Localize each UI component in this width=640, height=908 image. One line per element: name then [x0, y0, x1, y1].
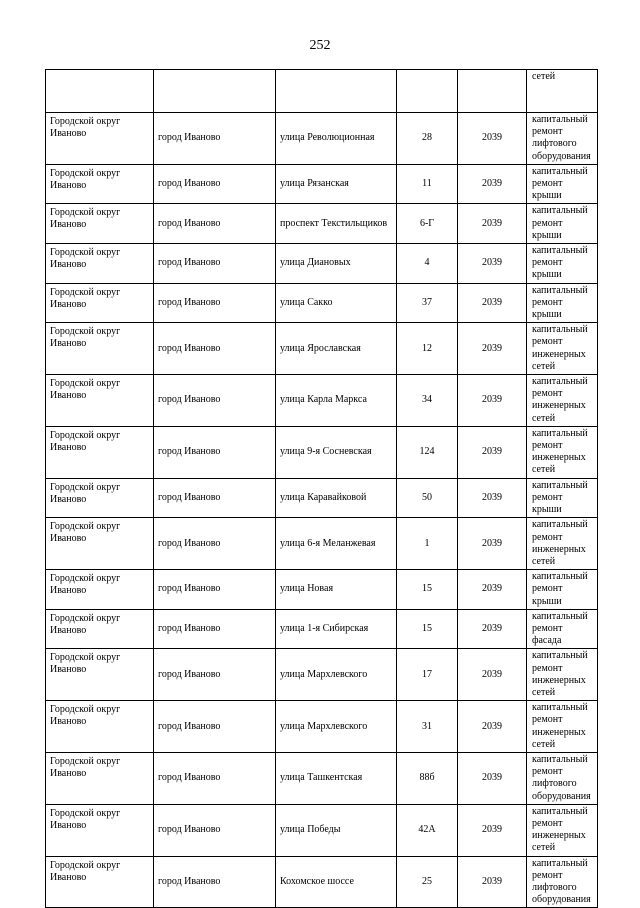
- table-row: [46, 323, 598, 375]
- cell-city: город Иваново: [154, 283, 276, 323]
- cell-work-type: капитальный ремонт инженерных сетей: [527, 649, 598, 701]
- cell-district: Городской округ Иваново: [46, 244, 154, 284]
- cell-work-type: капитальный ремонт инженерных сетей: [527, 518, 598, 570]
- cell-work-type: капитальный ремонт лифтового оборудования: [527, 856, 598, 908]
- table-row-continued: [46, 70, 598, 113]
- cell-year: 2039: [458, 283, 527, 323]
- cell-district: Городской округ Иваново: [46, 478, 154, 518]
- cell-street: улица Карла Маркса: [276, 375, 397, 427]
- cell-city: город Иваново: [154, 609, 276, 649]
- cell-house: 6-Г: [397, 204, 458, 244]
- cell-work-type: капитальный ремонт инженерных сетей: [527, 426, 598, 478]
- cell-district: Городской округ Иваново: [46, 323, 154, 375]
- cell-city: [154, 70, 276, 113]
- cell-year: 2039: [458, 375, 527, 427]
- cell-street: улица 1-я Сибирская: [276, 609, 397, 649]
- cell-house: 17: [397, 649, 458, 701]
- cell-district: Городской округ Иваново: [46, 426, 154, 478]
- cell-street: улица Ярославская: [276, 323, 397, 375]
- cell-year: 2039: [458, 426, 527, 478]
- cell-house: 34: [397, 375, 458, 427]
- cell-year: [458, 70, 527, 113]
- cell-city: город Иваново: [154, 164, 276, 204]
- cell-city: город Иваново: [154, 752, 276, 804]
- cell-district: Городской округ Иваново: [46, 701, 154, 753]
- cell-year: 2039: [458, 570, 527, 610]
- table-row: [46, 804, 598, 856]
- cell-street: улица Диановых: [276, 244, 397, 284]
- cell-year: 2039: [458, 518, 527, 570]
- table-row: [46, 204, 598, 244]
- cell-street: проспект Текстильщиков: [276, 204, 397, 244]
- cell-city: город Иваново: [154, 518, 276, 570]
- cell-year: 2039: [458, 609, 527, 649]
- cell-city: город Иваново: [154, 113, 276, 165]
- cell-work-type: капитальный ремонт инженерных сетей: [527, 323, 598, 375]
- cell-street: улица Мархлевского: [276, 701, 397, 753]
- cell-work-type: капитальный ремонт лифтового оборудования: [527, 752, 598, 804]
- cell-city: город Иваново: [154, 649, 276, 701]
- cell-house: 4: [397, 244, 458, 284]
- cell-district: Городской округ Иваново: [46, 649, 154, 701]
- cell-year: 2039: [458, 204, 527, 244]
- cell-work-type: капитальный ремонт крыши: [527, 164, 598, 204]
- cell-street: улица 6-я Меланжевая: [276, 518, 397, 570]
- cell-work-type: капитальный ремонт инженерных сетей: [527, 701, 598, 753]
- cell-district: Городской округ Иваново: [46, 283, 154, 323]
- cell-street: улица Мархлевского: [276, 649, 397, 701]
- table-row: [46, 570, 598, 610]
- cell-house: 88б: [397, 752, 458, 804]
- table-row: [46, 113, 598, 165]
- cell-district: [46, 70, 154, 113]
- cell-work-type: капитальный ремонт инженерных сетей: [527, 804, 598, 856]
- cell-district: Городской округ Иваново: [46, 375, 154, 427]
- cell-house: 50: [397, 478, 458, 518]
- cell-house: 124: [397, 426, 458, 478]
- cell-street: [276, 70, 397, 113]
- cell-street: улица Революционная: [276, 113, 397, 165]
- cell-house: 42А: [397, 804, 458, 856]
- cell-district: Городской округ Иваново: [46, 804, 154, 856]
- cell-year: 2039: [458, 856, 527, 908]
- table-row: [46, 283, 598, 323]
- cell-street: улица Сакко: [276, 283, 397, 323]
- cell-city: город Иваново: [154, 856, 276, 908]
- cell-city: город Иваново: [154, 570, 276, 610]
- table-row: [46, 164, 598, 204]
- table-row: [46, 518, 598, 570]
- cell-district: Городской округ Иваново: [46, 113, 154, 165]
- table-row: [46, 426, 598, 478]
- cell-street: улица Новая: [276, 570, 397, 610]
- cell-street: Кохомское шоссе: [276, 856, 397, 908]
- cell-city: город Иваново: [154, 478, 276, 518]
- cell-year: 2039: [458, 113, 527, 165]
- table-row: [46, 609, 598, 649]
- cell-work-type: капитальный ремонт фасада: [527, 609, 598, 649]
- cell-district: Городской округ Иваново: [46, 164, 154, 204]
- cell-city: город Иваново: [154, 701, 276, 753]
- table-body: [46, 70, 598, 908]
- cell-district: Городской округ Иваново: [46, 518, 154, 570]
- cell-house: 25: [397, 856, 458, 908]
- cell-year: 2039: [458, 244, 527, 284]
- table-row: [46, 478, 598, 518]
- cell-work-type: капитальный ремонт крыши: [527, 283, 598, 323]
- cell-house: 28: [397, 113, 458, 165]
- cell-street: улица Ташкентская: [276, 752, 397, 804]
- table-row: [46, 375, 598, 427]
- cell-house: 1: [397, 518, 458, 570]
- cell-work-type: капитальный ремонт инженерных сетей: [527, 375, 598, 427]
- cell-year: 2039: [458, 478, 527, 518]
- cell-year: 2039: [458, 649, 527, 701]
- cell-house: 11: [397, 164, 458, 204]
- cell-house: [397, 70, 458, 113]
- cell-district: Городской округ Иваново: [46, 204, 154, 244]
- cell-year: 2039: [458, 701, 527, 753]
- cell-street: улица 9-я Сосневская: [276, 426, 397, 478]
- repair-schedule-table: [45, 69, 598, 908]
- cell-house: 15: [397, 609, 458, 649]
- cell-year: 2039: [458, 164, 527, 204]
- table-row: [46, 752, 598, 804]
- cell-work-type: капитальный ремонт крыши: [527, 570, 598, 610]
- cell-street: улица Каравайковой: [276, 478, 397, 518]
- table-row: [46, 244, 598, 284]
- page-number: 252: [309, 38, 331, 53]
- cell-city: город Иваново: [154, 323, 276, 375]
- cell-work-type: капитальный ремонт крыши: [527, 204, 598, 244]
- cell-year: 2039: [458, 752, 527, 804]
- cell-city: город Иваново: [154, 426, 276, 478]
- cell-house: 15: [397, 570, 458, 610]
- cell-city: город Иваново: [154, 375, 276, 427]
- cell-house: 31: [397, 701, 458, 753]
- cell-year: 2039: [458, 323, 527, 375]
- cell-work-type: капитальный ремонт лифтового оборудования: [527, 113, 598, 165]
- cell-work-type: капитальный ремонт крыши: [527, 244, 598, 284]
- cell-district: Городской округ Иваново: [46, 609, 154, 649]
- cell-work-type: капитальный ремонт крыши: [527, 478, 598, 518]
- cell-year: 2039: [458, 804, 527, 856]
- cell-street: улица Рязанская: [276, 164, 397, 204]
- cell-work-type: сетей: [527, 70, 598, 113]
- table-row: [46, 856, 598, 908]
- cell-house: 37: [397, 283, 458, 323]
- cell-district: Городской округ Иваново: [46, 570, 154, 610]
- cell-district: Городской округ Иваново: [46, 856, 154, 908]
- table-row: [46, 701, 598, 753]
- cell-street: улица Победы: [276, 804, 397, 856]
- cell-district: Городской округ Иваново: [46, 752, 154, 804]
- cell-city: город Иваново: [154, 244, 276, 284]
- cell-house: 12: [397, 323, 458, 375]
- table-row: [46, 649, 598, 701]
- cell-city: город Иваново: [154, 204, 276, 244]
- cell-city: город Иваново: [154, 804, 276, 856]
